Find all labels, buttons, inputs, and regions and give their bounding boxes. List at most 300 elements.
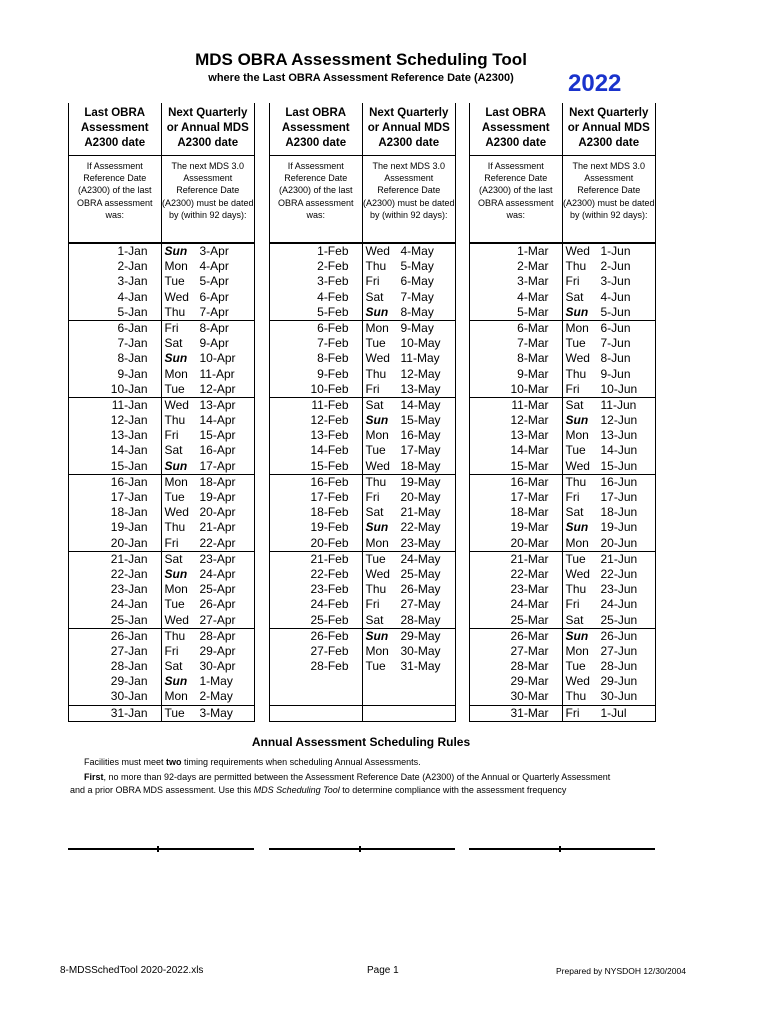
table-row [470, 582, 655, 597]
weekday-cell: Sat [365, 612, 384, 627]
footer-page: Page 1 [367, 965, 399, 976]
last-date-cell: 17-Feb [270, 490, 363, 505]
weekday-cell: Tue [164, 705, 185, 720]
next-date-cell: 28-May [400, 612, 441, 627]
table-body [69, 244, 254, 722]
weekday-cell: Wed [565, 351, 590, 366]
rule-line-2 [84, 772, 684, 782]
table-row [270, 689, 455, 704]
next-date-cell: 10-Apr [199, 351, 236, 366]
last-date-cell: 4-Jan [69, 290, 162, 305]
table-row [470, 290, 655, 305]
weekday-cell: Tue [565, 336, 586, 351]
weekday-cell: Fri [164, 535, 179, 550]
table-row [270, 705, 455, 722]
header-last-obra: Last OBRA Assessment A2300 date [470, 103, 563, 155]
next-date-cell: 27-Apr [199, 612, 236, 627]
weekday-cell: Wed [164, 397, 189, 412]
table-row [69, 351, 254, 366]
last-date-cell: 19-Mar [470, 520, 563, 535]
next-date-cell: 17-May [400, 443, 441, 458]
weekday-cell: Thu [565, 259, 587, 274]
table-row [470, 428, 655, 443]
table-row [270, 336, 455, 351]
next-date-cell: 10-May [400, 336, 441, 351]
rule-bold: two [166, 757, 182, 767]
table-row [470, 397, 655, 413]
last-date-cell: 18-Feb [270, 505, 363, 520]
desc-last-obra: If Assessment Reference Date (A2300) of the last OBRA assessment was: [69, 156, 162, 242]
weekday-cell: Fri [365, 274, 380, 289]
weekday-cell: Sun [365, 413, 389, 428]
year-label: 2022 [568, 70, 622, 97]
last-date-cell: 15-Jan [69, 459, 162, 474]
last-date-cell: 21-Jan [69, 552, 162, 567]
table-row [470, 659, 655, 674]
desc-next-date: The next MDS 3.0 Assessment Reference Date (A2300) must be dated by (within 92 days): [562, 161, 655, 220]
table-row [270, 367, 455, 382]
next-date-cell: 6-Jun [600, 320, 631, 335]
last-date-cell: 3-Mar [470, 274, 563, 289]
last-date-cell: 13-Feb [270, 428, 363, 443]
table-row [270, 474, 455, 490]
rule-text: , no more than 92-days are permitted between the Assessment Reference Date (A2300) of the Annual or Quarterly Assessment [103, 772, 611, 782]
weekday-cell: Wed [565, 566, 590, 581]
last-date-cell: 22-Mar [470, 567, 563, 582]
last-date-cell: 17-Jan [69, 490, 162, 505]
next-date-cell: 18-Jun [600, 505, 638, 520]
header-next-date: Next Quarterly or Annual MDS A2300 date [166, 107, 249, 149]
next-date-cell: 31-May [400, 659, 441, 674]
last-date-cell: 10-Feb [270, 382, 363, 397]
next-date-cell: 16-May [400, 428, 441, 443]
next-date-cell: 9-Jun [600, 366, 631, 381]
last-date-cell: 7-Feb [270, 336, 363, 351]
weekday-cell: Thu [565, 366, 587, 381]
table-row [270, 536, 455, 551]
table-row [69, 644, 254, 659]
next-date-cell: 26-May [400, 582, 441, 597]
table-row [69, 705, 254, 722]
last-date-cell: 16-Mar [470, 475, 563, 490]
schedule-table-jan [68, 103, 255, 722]
last-date-cell: 28-Mar [470, 659, 563, 674]
next-date-cell: 21-Jun [600, 551, 638, 566]
last-date-cell: 25-Feb [270, 613, 363, 628]
weekday-cell: Fri [164, 643, 179, 658]
table-row [69, 413, 254, 428]
empty-cell [363, 674, 456, 689]
weekday-cell: Sat [164, 336, 183, 351]
weekday-cell: Fri [565, 597, 580, 612]
table-header [270, 103, 455, 155]
empty-cell [270, 689, 363, 704]
table-row [69, 367, 254, 382]
last-date-cell: 10-Jan [69, 382, 162, 397]
weekday-cell: Sat [365, 505, 384, 520]
next-date-cell: 16-Apr [199, 443, 236, 458]
next-date-cell: 2-Jun [600, 259, 631, 274]
table-body [270, 244, 455, 722]
weekday-cell: Mon [365, 428, 389, 443]
table-header [470, 103, 655, 155]
next-date-cell: 20-Apr [199, 505, 236, 520]
last-date-cell: 18-Jan [69, 505, 162, 520]
last-date-cell: 14-Feb [270, 443, 363, 458]
rule-text: Facilities must meet [84, 757, 167, 767]
table-row [270, 567, 455, 582]
signature-line [269, 848, 455, 850]
weekday-cell: Sun [164, 674, 188, 689]
desc-next-date: The next MDS 3.0 Assessment Reference Date (A2300) must be dated by (within 92 days): [161, 161, 254, 220]
weekday-cell: Mon [565, 535, 589, 550]
weekday-cell: Sun [565, 304, 589, 319]
table-row [69, 582, 254, 597]
last-date-cell: 21-Mar [470, 552, 563, 567]
divider [559, 846, 561, 852]
last-date-cell: 15-Feb [270, 459, 363, 474]
last-date-cell: 25-Mar [470, 613, 563, 628]
next-date-cell: 1-Jul [600, 705, 627, 720]
last-date-cell: 3-Jan [69, 274, 162, 289]
next-date-cell: 4-May [400, 244, 434, 258]
last-date-cell: 7-Jan [69, 336, 162, 351]
header-next-date: Next Quarterly or Annual MDS A2300 date [367, 107, 450, 149]
weekday-cell: Mon [164, 259, 188, 274]
empty-cell [270, 706, 363, 721]
table-row [270, 413, 455, 428]
next-date-cell: 28-Apr [199, 628, 236, 643]
next-date-cell: 12-Jun [600, 413, 638, 428]
last-date-cell: 4-Mar [470, 290, 563, 305]
weekday-cell: Fri [164, 428, 179, 443]
weekday-cell: Thu [365, 259, 387, 274]
last-date-cell: 8-Feb [270, 351, 363, 366]
weekday-cell: Mon [565, 428, 589, 443]
table-row [470, 674, 655, 689]
table-row [270, 490, 455, 505]
weekday-cell: Fri [565, 381, 580, 396]
footer-prepared: Prepared by NYSDOH 12/30/2004 [556, 966, 686, 976]
last-date-cell: 11-Mar [470, 398, 563, 413]
weekday-cell: Mon [164, 689, 188, 704]
table-row [470, 613, 655, 628]
table-row [69, 689, 254, 704]
last-date-cell: 5-Jan [69, 305, 162, 320]
next-date-cell: 9-Apr [199, 336, 229, 351]
table-row [270, 428, 455, 443]
weekday-cell: Tue [365, 443, 386, 458]
next-date-cell: 13-Apr [199, 397, 236, 412]
weekday-cell: Fri [365, 490, 380, 504]
weekday-cell: Fri [565, 490, 580, 504]
rule-line-3 [70, 785, 566, 795]
weekday-cell: Fri [365, 381, 380, 396]
rule-italic: MDS Scheduling Tool [253, 785, 340, 795]
next-date-cell: 10-Jun [600, 381, 638, 396]
next-date-cell: 18-May [400, 458, 441, 473]
next-date-cell: 6-May [400, 274, 434, 289]
next-date-cell: 11-Apr [199, 366, 235, 381]
table-row [69, 382, 254, 397]
table-row [270, 551, 455, 567]
weekday-cell: Mon [164, 366, 188, 381]
next-date-cell: 30-Apr [199, 659, 236, 674]
weekday-cell: Wed [365, 351, 390, 366]
next-date-cell: 23-Jun [600, 582, 638, 597]
next-date-cell: 7-Apr [199, 304, 229, 319]
rules-title: Annual Assessment Scheduling Rules [251, 735, 471, 749]
table-row [270, 613, 455, 628]
next-date-cell: 20-Jun [600, 535, 638, 550]
last-date-cell: 21-Feb [270, 552, 363, 567]
table-row [470, 244, 655, 259]
last-date-cell: 20-Feb [270, 536, 363, 551]
last-date-cell: 19-Feb [270, 520, 363, 535]
next-date-cell: 19-Jun [600, 520, 638, 535]
table-row [69, 290, 254, 305]
next-date-cell: 29-May [400, 628, 441, 643]
next-date-cell: 19-Apr [199, 490, 236, 504]
table-row [470, 689, 655, 704]
weekday-cell: Sat [565, 397, 584, 412]
table-row [470, 628, 655, 644]
next-date-cell: 2-May [199, 689, 233, 704]
table-row [270, 351, 455, 366]
weekday-cell: Sat [164, 551, 183, 566]
last-date-cell: 2-Feb [270, 259, 363, 274]
table-header [69, 103, 254, 155]
weekday-cell: Wed [365, 244, 390, 258]
next-date-cell: 22-Jun [600, 566, 638, 581]
weekday-cell: Mon [565, 320, 589, 335]
next-date-cell: 24-Jun [600, 597, 638, 612]
header-next-date: Next Quarterly or Annual MDS A2300 date [567, 107, 650, 149]
next-date-cell: 13-Jun [600, 428, 638, 443]
table-row [470, 413, 655, 428]
next-date-cell: 18-Apr [199, 474, 236, 489]
desc-last-obra: If Assessment Reference Date (A2300) of the last OBRA assessment was: [470, 156, 563, 242]
weekday-cell: Tue [164, 597, 185, 612]
last-date-cell: 27-Feb [270, 644, 363, 659]
footer-filename: 8-MDSSchedTool 2020-2022.xls [60, 965, 204, 976]
table-row [470, 520, 655, 535]
table-row [470, 705, 655, 722]
weekday-cell: Mon [365, 535, 389, 550]
table-row [470, 336, 655, 351]
last-date-cell: 16-Jan [69, 475, 162, 490]
next-date-cell: 23-Apr [199, 551, 236, 566]
weekday-cell: Thu [365, 582, 387, 597]
last-date-cell: 30-Jan [69, 689, 162, 704]
next-date-cell: 8-May [400, 304, 434, 319]
next-date-cell: 5-Jun [600, 304, 631, 319]
header-last-obra: Last OBRA Assessment A2300 date [69, 103, 162, 155]
divider [157, 846, 159, 852]
last-date-cell: 6-Jan [69, 321, 162, 336]
table-row [69, 274, 254, 289]
last-date-cell: 10-Mar [470, 382, 563, 397]
last-date-cell: 29-Jan [69, 674, 162, 689]
weekday-cell: Sat [565, 612, 584, 627]
next-date-cell: 24-Apr [199, 566, 236, 581]
table-row [470, 351, 655, 366]
next-date-cell: 26-Jun [600, 628, 638, 643]
last-date-cell: 3-Feb [270, 274, 363, 289]
weekday-cell: Thu [164, 304, 186, 319]
next-date-cell: 29-Apr [199, 643, 236, 658]
table-row [270, 244, 455, 259]
table-row [69, 674, 254, 689]
table-row [270, 259, 455, 274]
next-date-cell: 27-May [400, 597, 441, 612]
table-row [69, 397, 254, 413]
weekday-cell: Tue [565, 659, 586, 674]
table-row [470, 536, 655, 551]
next-date-cell: 8-Apr [199, 320, 229, 335]
table-row [470, 490, 655, 505]
weekday-cell: Sun [164, 566, 188, 581]
next-date-cell: 28-Jun [600, 659, 638, 674]
table-row [470, 320, 655, 336]
next-date-cell: 22-May [400, 520, 441, 535]
table-row [270, 305, 455, 320]
last-date-cell: 12-Jan [69, 413, 162, 428]
last-date-cell: 8-Mar [470, 351, 563, 366]
weekday-cell: Sun [365, 520, 389, 535]
weekday-cell: Tue [164, 274, 185, 289]
table-row [270, 382, 455, 397]
table-row [69, 320, 254, 336]
last-date-cell: 18-Mar [470, 505, 563, 520]
next-date-cell: 5-Apr [199, 274, 229, 289]
weekday-cell: Mon [365, 320, 389, 335]
weekday-cell: Sat [164, 443, 183, 458]
table-row [470, 459, 655, 474]
last-date-cell: 19-Jan [69, 520, 162, 535]
last-date-cell: 11-Feb [270, 398, 363, 413]
last-date-cell: 1-Mar [470, 244, 563, 259]
next-date-cell: 21-May [400, 505, 441, 520]
table-row [69, 259, 254, 274]
table-description [69, 155, 254, 244]
weekday-cell: Sun [164, 458, 188, 473]
weekday-cell: Mon [365, 643, 389, 658]
next-date-cell: 25-Jun [600, 612, 638, 627]
weekday-cell: Fri [565, 705, 580, 720]
next-date-cell: 29-Jun [600, 674, 638, 689]
rule-text: timing requirements when scheduling Annual Assessments. [181, 757, 421, 767]
weekday-cell: Wed [365, 566, 390, 581]
next-date-cell: 14-Apr [199, 413, 236, 428]
weekday-cell: Thu [164, 520, 186, 535]
weekday-cell: Thu [164, 413, 186, 428]
weekday-cell: Mon [565, 643, 589, 658]
table-row [470, 367, 655, 382]
divider [359, 846, 361, 852]
table-row [69, 244, 254, 259]
weekday-cell: Sun [565, 520, 589, 535]
next-date-cell: 1-May [199, 674, 233, 689]
last-date-cell: 1-Jan [69, 244, 162, 259]
next-date-cell: 14-May [400, 397, 441, 412]
next-date-cell: 22-Apr [199, 535, 236, 550]
weekday-cell: Tue [365, 336, 386, 351]
weekday-cell: Thu [365, 474, 387, 489]
table-row [69, 597, 254, 612]
weekday-cell: Wed [164, 505, 189, 520]
last-date-cell: 12-Feb [270, 413, 363, 428]
table-row [270, 443, 455, 458]
weekday-cell: Sun [365, 628, 389, 643]
weekday-cell: Thu [565, 474, 587, 489]
weekday-cell: Wed [565, 244, 590, 258]
next-date-cell: 17-Jun [600, 490, 638, 504]
schedule-table-mar [469, 103, 656, 722]
table-row [270, 290, 455, 305]
table-row [69, 551, 254, 567]
table-row [470, 443, 655, 458]
last-date-cell: 8-Jan [69, 351, 162, 366]
weekday-cell: Tue [164, 381, 185, 396]
signature-line [68, 848, 254, 850]
next-date-cell: 25-May [400, 566, 441, 581]
table-row [270, 459, 455, 474]
next-date-cell: 4-Apr [199, 259, 229, 274]
next-date-cell: 6-Apr [199, 289, 229, 304]
last-date-cell: 7-Mar [470, 336, 563, 351]
last-date-cell: 26-Jan [69, 629, 162, 644]
table-row [69, 659, 254, 674]
weekday-cell: Sun [164, 351, 188, 366]
desc-last-obra: If Assessment Reference Date (A2300) of the last OBRA assessment was: [270, 156, 363, 242]
last-date-cell: 22-Feb [270, 567, 363, 582]
next-date-cell: 26-Apr [199, 597, 236, 612]
weekday-cell: Sat [565, 289, 584, 304]
last-date-cell: 13-Jan [69, 428, 162, 443]
weekday-cell: Fri [365, 597, 380, 612]
weekday-cell: Thu [565, 689, 587, 704]
next-date-cell: 21-Apr [199, 520, 236, 535]
last-date-cell: 2-Jan [69, 259, 162, 274]
table-row [270, 520, 455, 535]
next-date-cell: 9-May [400, 320, 434, 335]
weekday-cell: Mon [164, 474, 188, 489]
next-date-cell: 23-May [400, 535, 441, 550]
table-description [270, 155, 455, 244]
last-date-cell: 9-Jan [69, 367, 162, 382]
last-date-cell: 27-Jan [69, 644, 162, 659]
last-date-cell: 22-Jan [69, 567, 162, 582]
next-date-cell: 11-May [400, 351, 440, 366]
last-date-cell: 23-Jan [69, 582, 162, 597]
weekday-cell: Sun [164, 244, 188, 258]
next-date-cell: 19-May [400, 474, 441, 489]
weekday-cell: Tue [565, 551, 586, 566]
weekday-cell: Thu [365, 366, 387, 381]
schedule-table-feb [269, 103, 456, 722]
next-date-cell: 15-Apr [199, 428, 236, 443]
table-row [270, 320, 455, 336]
last-date-cell: 25-Jan [69, 613, 162, 628]
last-date-cell: 23-Mar [470, 582, 563, 597]
table-body [470, 244, 655, 722]
last-date-cell: 11-Jan [69, 398, 162, 413]
table-row [270, 582, 455, 597]
weekday-cell: Tue [365, 551, 386, 566]
table-row [470, 567, 655, 582]
last-date-cell: 15-Mar [470, 459, 563, 474]
